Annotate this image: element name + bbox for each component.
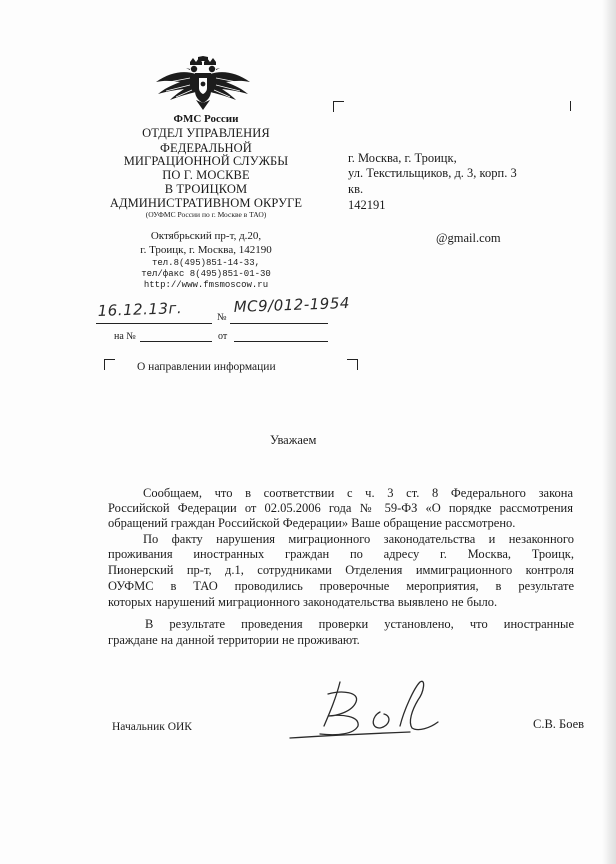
subject-corner-left [104,359,115,370]
date-underline [96,323,212,324]
sender-phone: тел.8(495)851-14-33, [151,258,261,268]
paragraph-2-line-3: Пионерский пр-т, д.1, сотрудниками Отделения иммиграционного контроля [108,563,574,577]
handwritten-date: 16.12.13г. [97,299,183,320]
paragraph-3-line-2: граждане на данной территории не проживают. [108,633,360,647]
outgoing-number-sign: № [217,312,227,323]
paragraph-1-line-2: Российской Федерации от 02.05.2006 года № 59-ФЗ «О порядке рассмотрения [108,501,573,515]
salutation: Уважаем [270,433,317,447]
org-line-4: ПО Г. МОСКВЕ [162,168,250,182]
org-short-name: ФМС России [173,113,239,125]
paragraph-3-line-1: В результате проведения проверки установлено, что иностранные [145,617,574,631]
reply-to-number-label: на № [114,331,136,342]
paragraph-2-line-4: ОУФМС в ТАО проводились проверочные мероприятия, в результате [108,579,574,593]
letter-subject: О направлении информации [137,361,276,373]
sender-address-street: Октябрьский пр-т, д.20, [150,230,262,242]
double-headed-eagle-icon [150,56,256,112]
paragraph-2-line-2: проживания иностранных граждан по адресу г. Москва, Троицк, [108,547,574,561]
org-line-1: ОТДЕЛ УПРАВЛЕНИЯ [142,126,270,140]
recipient-city: г. Москва, г. Троицк, [348,151,457,165]
reply-date-underline [234,341,328,342]
org-abbreviation: (ОУФМС России по г. Москве в ТАО) [145,210,267,219]
recipient-postcode: 142191 [348,198,386,212]
number-underline [230,323,328,324]
org-line-5: В ТРОИЦКОМ [164,182,248,196]
handwritten-number: МС9/012-1954 [233,293,351,316]
org-line-6: АДМИНИСТРАТИВНОМ ОКРУГЕ [109,196,303,210]
subject-corner-right [347,359,358,370]
paragraph-1-line-1: Сообщаем, что в соответствии с ч. 3 ст. 8 Федерального закона [143,486,573,500]
sender-website: http://www.fmsmoscow.ru [143,280,269,290]
signatory-position: Начальник ОИК [112,721,192,733]
scan-edge-shadow [602,0,616,864]
signatory-name: С.В. Боев [533,717,585,731]
paragraph-2-line-5: которых нарушений миграционного законодательства выявлено не было. [108,595,498,609]
reply-number-underline [140,341,212,342]
sender-address-city: г. Троицк, г. Москва, 142190 [140,244,272,256]
org-line-3: МИГРАЦИОННОЙ СЛУЖБЫ [123,154,289,168]
recipient-apartment: кв. [348,182,364,196]
recipient-email: @gmail.com [436,231,501,245]
address-corner-top-left [333,101,344,112]
paragraph-1-line-3: обращений граждан Российской Федерации» Ваше обращение рассмотрено. [108,516,516,530]
org-line-2: ФЕДЕРАЛЬНОЙ [160,141,252,155]
reply-date-label: от [218,331,228,342]
paragraph-2-line-1: По факту нарушения миграционного законодательства и незаконного [143,532,574,546]
sender-fax: тел/факс 8(495)851-01-30 [141,269,271,279]
handwritten-signature [280,672,450,752]
address-corner-top-right [560,101,571,111]
recipient-street: ул. Текстильщиков, д. 3, корп. 3 [348,166,517,180]
